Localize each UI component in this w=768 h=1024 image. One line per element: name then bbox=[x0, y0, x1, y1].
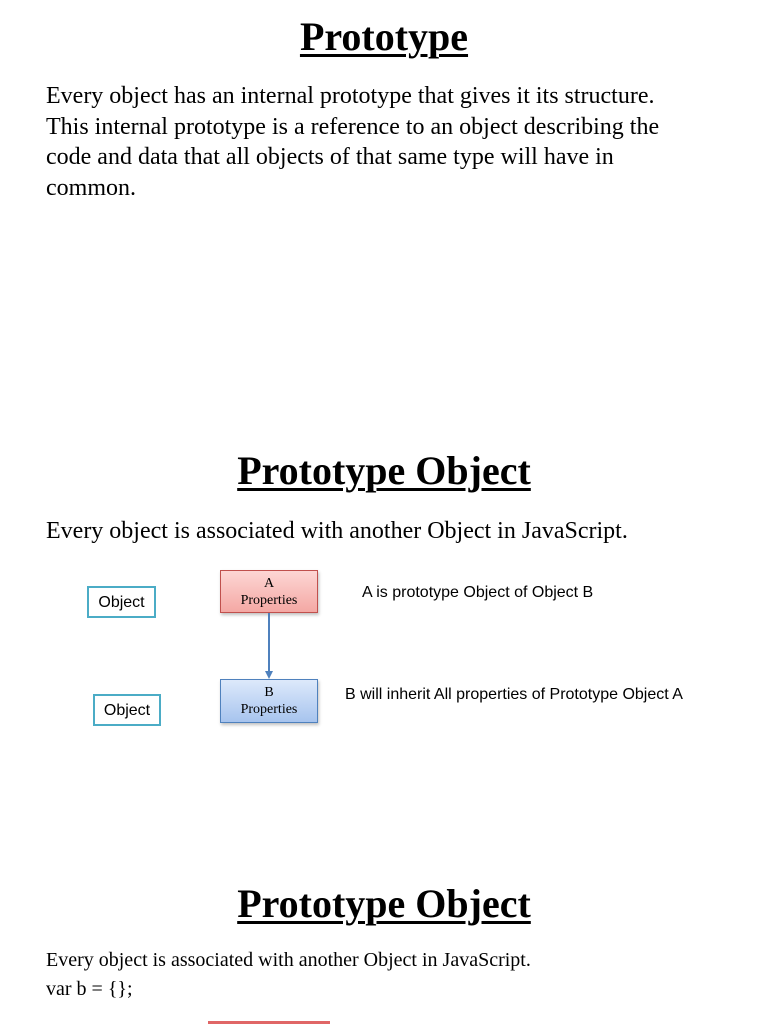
node-a-box bbox=[220, 570, 318, 613]
object-box-bottom: Object bbox=[93, 694, 161, 726]
section-title-prototype-object-2: Prototype Object bbox=[237, 881, 531, 926]
section-title-prototype-object: Prototype Object bbox=[237, 448, 531, 493]
prototype-description bbox=[46, 81, 746, 203]
prototype-object-line1: Every object is associated with another Object in JavaScript. bbox=[46, 949, 531, 971]
prototype-diagram bbox=[0, 560, 768, 740]
node-b-box bbox=[220, 679, 318, 723]
prototype-object-description: Every object is associated with another Object in JavaScript. bbox=[46, 518, 628, 544]
paragraph-line: Every object has an internal prototype that gives it its structure. bbox=[46, 83, 655, 109]
inheritance-arrow bbox=[260, 613, 280, 681]
note-b-inherits: B will inherit All properties of Prototype Object A bbox=[345, 686, 683, 703]
node-b-properties: Properties bbox=[240, 702, 298, 717]
node-b-name: B bbox=[264, 685, 274, 700]
node-a-properties: Properties bbox=[240, 593, 298, 608]
page-title-prototype: Prototype bbox=[299, 14, 469, 59]
paragraph-line: common. bbox=[46, 174, 136, 201]
object-box-top: Object bbox=[87, 586, 156, 618]
node-a-name: A bbox=[263, 576, 275, 591]
code-line-var-b: var b = {}; bbox=[46, 978, 133, 1000]
paragraph-line: This internal prototype is a reference to an object describing the bbox=[46, 113, 660, 140]
note-a-is-prototype: A is prototype Object of Object B bbox=[362, 584, 594, 601]
paragraph-line: code and data that all objects of that same type will have in bbox=[46, 144, 614, 170]
